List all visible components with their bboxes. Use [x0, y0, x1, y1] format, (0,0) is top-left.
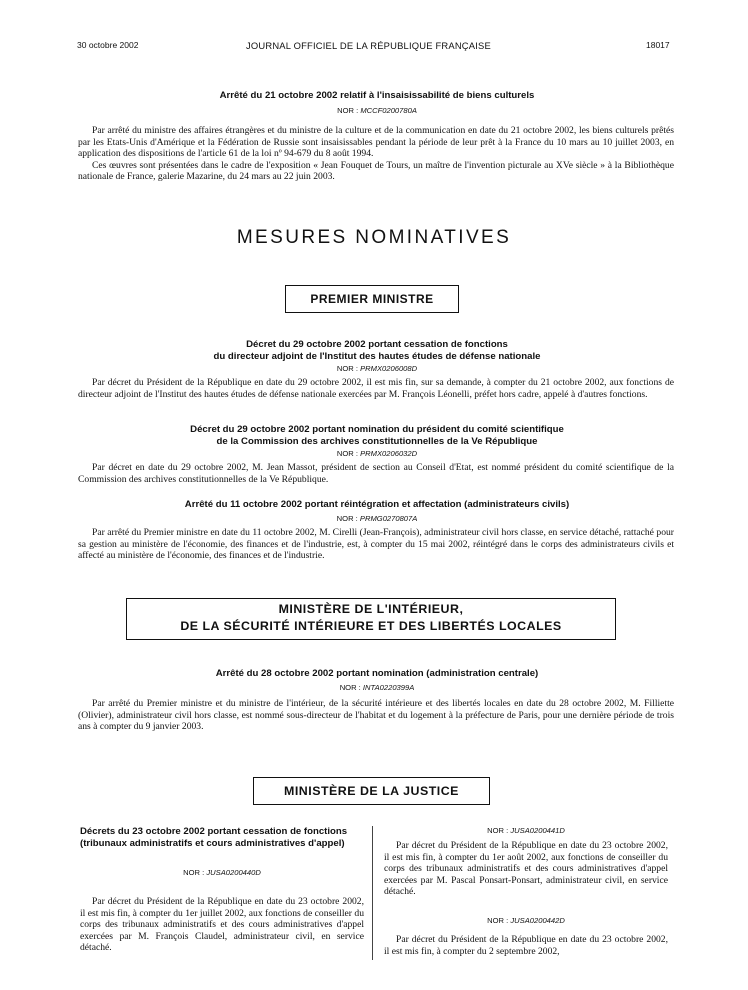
title-line: Décret du 29 octobre 2002 portant cessation de fonctions [246, 339, 508, 350]
paragraph: Par décret du Président de la République en date du 29 octobre 2002, il est mis fin, sur sa demande, à compter du 21 octobre 2002, aux fonctions de directeur adjoint de l'Institut des hautes études de défense nationale exercées par M. François Léonelli, préfet hors cadre, appelé à d'autres fonctions. [78, 377, 674, 400]
nor-label: NOR : [487, 916, 509, 925]
ministry-label: PREMIER MINISTRE [310, 292, 434, 306]
nor-code: JUSA0200441D [510, 826, 565, 835]
ministry-label: DE LA SÉCURITÉ INTÉRIEURE ET DES LIBERTÉS LOCALES [180, 619, 562, 633]
paragraph: Par arrêté du Premier ministre en date du 11 octobre 2002, M. Cirelli (Jean-François), administrateur civil hors classe, en service détaché, rattaché pour sa gestion au ministère de l'économie, des finances et de l'industrie, est, à compter du 15 mai 2002, réintégré dans le corps des administrateurs civils et affecté au ministère de l'économie, des finances et de l'industrie. [78, 527, 674, 562]
article-title: Arrêté du 11 octobre 2002 portant réintégration et affectation (administrateurs civils) [184, 499, 570, 510]
article-body [78, 698, 674, 733]
article-body [384, 934, 668, 958]
article-body [78, 462, 674, 485]
nor-reference [80, 106, 674, 115]
ministry-box-premier-ministre [285, 285, 459, 313]
article-title [80, 339, 674, 362]
column-divider [372, 826, 373, 960]
nor-code: PRMX0206008D [360, 364, 418, 373]
ministry-label: MINISTÈRE DE L'INTÉRIEUR, [278, 602, 464, 616]
nor-code: INTA0220399A [362, 683, 415, 692]
paragraph: Par décret en date du 29 octobre 2002, M. Jean Massot, président de section au Conseil d'Etat, est nommé président du comité scientifique de la Commission des archives constitutionnelles de la Ve République. [78, 462, 674, 485]
nor-label: NOR : [336, 514, 358, 523]
nor-label: NOR : [339, 683, 361, 692]
nor-code: JUSA0200442D [510, 916, 565, 925]
section-heading: MESURES NOMINATIVES [236, 227, 512, 248]
ministry-label: MINISTÈRE DE LA JUSTICE [284, 784, 459, 798]
nor-reference [80, 514, 674, 523]
article-title: Décrets du 23 octobre 2002 portant cessation de fonctions (tribunaux administratifs et cours administratives d'appel) [80, 826, 348, 849]
title-line: Décret du 29 octobre 2002 portant nomination du président du comité scientifique [190, 424, 564, 435]
nor-reference [80, 868, 364, 877]
nor-label: NOR : [183, 868, 205, 877]
nor-reference [80, 683, 674, 692]
ministry-box-interieur [126, 598, 616, 640]
nor-reference [80, 449, 674, 458]
paragraph: Par décret du Président de la République en date du 23 octobre 2002, il est mis fin, à compter du 2 septembre 2002, [384, 934, 668, 957]
paragraph: Par décret du Président de la République en date du 23 octobre 2002, il est mis fin, à compter du 1er août 2002, aux fonctions de conseiller du corps des tribunaux administratifs et des cours administratives d'appel exercées par M. Pascal Ponsart-Ponsart, administrateur civil, en service détaché. [384, 840, 668, 898]
paragraph: Par arrêté du ministre des affaires étrangères et du ministre de la culture et de la communication en date du 21 octobre 2002, les biens culturels prêtés par les Etats-Unis d'Amérique et la Fédération de Russie sont insaisissables pendant la période de leur prêt à la France du 10 mars au 10 juillet 2003, en application des dispositions de l'article 61 de la loi nº 94-679 du 8 août 1994. [78, 125, 674, 160]
article-body [384, 840, 668, 898]
nor-code: PRMX0206032D [360, 449, 418, 458]
journal-title: JOURNAL OFFICIEL DE LA RÉPUBLIQUE FRANÇAISE [246, 40, 491, 51]
paragraph: Ces œuvres sont présentées dans le cadre de l'exposition « Jean Fouquet de Tours, un maître de l'invention picturale au XVe siècle » à la Bibliothèque nationale de France, galerie Mazarine, du 24 mars au 22 juin 2003. [78, 159, 674, 183]
paragraph: Par décret du Président de la République en date du 23 octobre 2002, il est mis fin, à compter du 1er juillet 2002, aux fonctions de conseiller du corps des tribunaux administratifs et des cours administratives d'appel exercées par M. François Claudel, administrateur civil, en service détaché. [80, 896, 364, 954]
nor-label: NOR : [336, 364, 358, 373]
nor-reference [384, 826, 668, 835]
ministry-box-justice [253, 777, 490, 805]
title-line: du directeur adjoint de l'Institut des hautes études de défense nationale [213, 350, 541, 362]
nor-code: JUSA0200440D [206, 868, 261, 877]
nor-label: NOR : [337, 106, 359, 115]
nor-code: PRMG0270807A [359, 514, 418, 523]
article-body [78, 377, 674, 400]
nor-label: NOR : [336, 449, 358, 458]
title-line: de la Commission des archives constitutionnelles de la Ve République [216, 435, 538, 447]
paragraph: Par arrêté du Premier ministre et du ministre de l'intérieur, de la sécurité intérieure et des libertés locales en date du 28 octobre 2002, M. Filliette (Olivier), administrateur civil hors classe, est nommé sous-directeur de l'habitat et du logement à la préfecture de Paris, pour une dernière période de trois ans à compter du 9 janvier 2003. [78, 698, 674, 733]
nor-code: MCCF0200780A [360, 106, 417, 115]
nor-reference [384, 916, 668, 925]
article-body [78, 125, 674, 183]
article-body [80, 896, 364, 954]
nor-reference [80, 364, 674, 373]
article-title [80, 424, 674, 447]
article-title: Arrêté du 21 octobre 2002 relatif à l'insaisissabilité de biens culturels [219, 90, 535, 101]
page-number: 18017 [646, 40, 670, 50]
article-title: Arrêté du 28 octobre 2002 portant nomination (administration centrale) [215, 668, 539, 679]
header-date: 30 octobre 2002 [77, 40, 139, 50]
nor-label: NOR : [487, 826, 509, 835]
article-body [78, 527, 674, 562]
